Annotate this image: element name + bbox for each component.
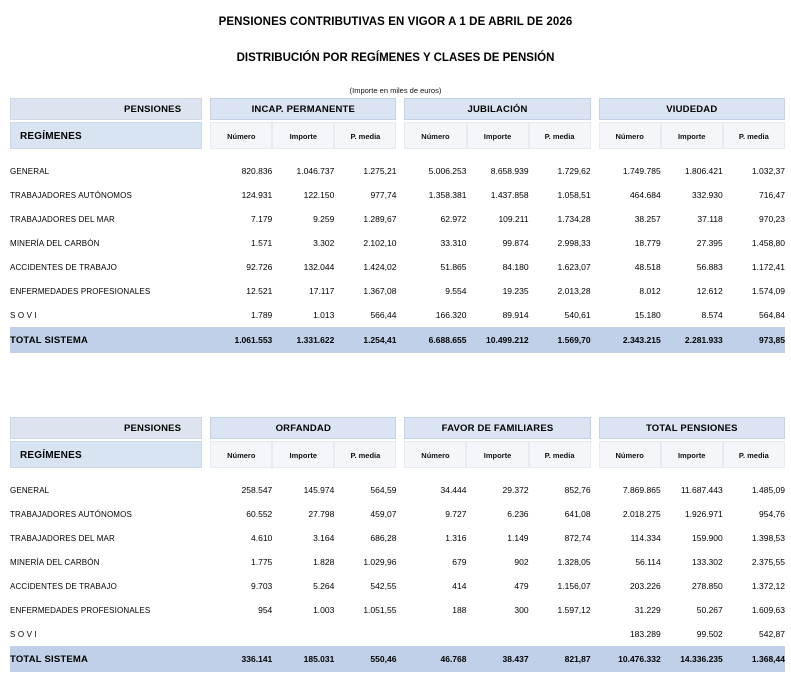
col-header-p-media: P. media [334,122,396,149]
spacer-row [10,150,785,159]
table-row [10,159,785,183]
table-cell: 820.836 [241,166,273,176]
table-row [10,231,785,255]
table-cell: 12.521 [246,286,273,296]
row-label: ACCIDENTES DE TRABAJO [10,581,118,591]
spacer [591,574,599,598]
table-cell: 166.320 [435,310,467,320]
spacer [202,502,210,526]
table-cell: 18.779 [634,238,661,248]
table-cell: 1.926.971 [684,509,723,519]
table-cell: 459,07 [370,509,397,519]
spacer [202,279,210,303]
row-label: GENERAL [10,485,50,495]
table-cell: 92.726 [246,262,273,272]
row-label: TRABAJADORES DEL MAR [10,214,115,224]
table-cell: 183.289 [629,629,661,639]
total-cell: 185.031 [272,646,334,672]
total-cell: 973,85 [723,327,785,353]
spacer [396,598,404,622]
spacer [202,622,210,646]
table-cell: 258.547 [241,485,273,495]
total-cell: 14.336.235 [661,646,723,672]
table-cell: 109.211 [498,214,529,224]
table-cell: 977,74 [370,190,397,200]
col-header-numero: Número [599,122,661,149]
spacer [202,183,210,207]
total-cell: 1.061.553 [210,327,272,353]
table-cell: 686,28 [370,533,397,543]
table-cell [466,622,528,646]
table-cell: 1.058,51 [557,190,591,200]
pensions-table-2 [10,415,785,672]
spacer [202,327,210,353]
table-cell: 114.334 [630,533,661,543]
row-label: GENERAL [10,166,50,176]
spacer [591,526,599,550]
col-header-importe: Importe [272,122,334,149]
total-label: TOTAL SISTEMA [10,646,202,672]
table-cell [272,622,334,646]
table-cell: 1.046.737 [296,166,335,176]
table-cell: 12.612 [696,286,723,296]
col-header-importe: Importe [661,441,723,468]
spacer [202,526,210,550]
table-cell: 1.367,08 [363,286,397,296]
table-cell: 34.444 [440,485,467,495]
table-cell: 1.775 [251,557,273,567]
row-label: ENFERMEDADES PROFESIONALES [10,286,151,296]
table-cell: 6.236 [507,509,529,519]
total-cell: 6.688.655 [404,327,466,353]
col-header-importe: Importe [466,441,528,468]
spacer [202,478,210,502]
table-cell: 5.264 [313,581,335,591]
report-titles [0,0,791,96]
spacer [396,183,404,207]
spacer [396,502,404,526]
page-title: PENSIONES CONTRIBUTIVAS EN VIGOR A 1 DE ABRIL DE 2026 [218,16,573,28]
row-label: TRABAJADORES DEL MAR [10,533,115,543]
table-cell: 9.259 [313,214,335,224]
row-label: S O V I [10,629,37,639]
spacer [396,303,404,327]
table-cell: 9.554 [445,286,467,296]
total-cell: 1.368,44 [723,646,785,672]
table-2-group-header-row [10,415,785,440]
table-cell: 1.029,96 [363,557,397,567]
table-cell: 564,84 [759,310,785,320]
table-cell: 99.874 [502,238,529,248]
spacer [591,96,599,121]
table-1-body [10,96,785,353]
table-cell: 1.597,12 [557,605,591,615]
table-cell: 1.734,28 [557,214,591,224]
table-cell: 99.502 [696,629,723,639]
table-cell: 8.012 [639,286,661,296]
table-cell: 1.609,63 [751,605,785,615]
table-cell: 8.574 [701,310,723,320]
spacer [396,550,404,574]
table-cell: 1.398,53 [751,533,785,543]
amount-unit-note: (Importe en miles de euros) [349,86,442,95]
spacer [202,303,210,327]
table-cell: 1.749.785 [622,166,661,176]
table-cell: 902 [514,557,529,567]
col-header-numero: Número [599,441,661,468]
table-cell: 1.051,55 [363,605,397,615]
table-cell: 7.869.865 [622,485,661,495]
spacer [591,207,599,231]
table-cell: 1.623,07 [557,262,591,272]
group-header-orfandad: ORFANDAD [210,417,396,439]
table-cell: 414 [452,581,467,591]
table-cell: 1.372,12 [751,581,785,591]
table-cell: 1.574,09 [751,286,785,296]
table-cell: 954 [258,605,273,615]
table-row [10,622,785,646]
table-cell: 2.375,55 [751,557,785,567]
table-cell: 27.798 [308,509,335,519]
table-cell: 1.032,37 [751,166,785,176]
spacer [202,159,210,183]
spacer [202,255,210,279]
total-row [10,327,785,353]
table-cell: 17.117 [308,286,335,296]
row-label: MINERÍA DEL CARBÓN [10,238,100,248]
table-cell: 679 [452,557,467,567]
table-cell: 159.900 [692,533,723,543]
spacer [591,598,599,622]
total-cell: 2.343.215 [599,327,661,353]
table-cell: 1.828 [313,557,335,567]
pensiones-header-2: PENSIONES [10,417,202,439]
table-cell: 852,76 [564,485,591,495]
spacer [396,478,404,502]
table-cell: 464.684 [629,190,661,200]
table-cell: 332.930 [692,190,723,200]
table-cell: 145.974 [303,485,335,495]
table-cell: 8.658.939 [490,166,529,176]
table-cell: 27.395 [696,238,723,248]
table-cell: 15.180 [634,310,661,320]
spacer [591,327,599,353]
table-cell: 56.883 [696,262,723,272]
table-row [10,574,785,598]
table-cell: 188 [452,605,467,615]
spacer [396,574,404,598]
col-header-p-media: P. media [529,122,591,149]
spacer [202,598,210,622]
table-cell: 1.172,41 [751,262,785,272]
table-cell: 1.316 [445,533,467,543]
total-cell: 10.476.332 [599,646,661,672]
table-cell [529,622,591,646]
table-cell: 1.149 [507,533,529,543]
table-cell: 31.229 [634,605,661,615]
table-cell [334,622,396,646]
table-cell: 1.571 [251,238,273,248]
table-cell: 542,55 [370,581,397,591]
spacer [396,207,404,231]
spacer [396,121,404,150]
table-cell: 1.729,62 [557,166,591,176]
table-cell: 37.118 [697,214,723,224]
spacer [591,121,599,150]
regimenes-header-1: REGÍMENES [10,122,202,149]
spacer [202,550,210,574]
spacer [591,183,599,207]
table-row [10,303,785,327]
table-cell: 2.102,10 [363,238,397,248]
col-header-importe: Importe [661,122,723,149]
spacer [591,550,599,574]
spacer [396,255,404,279]
table-cell: 542,87 [759,629,785,639]
table-cell: 278.850 [692,581,723,591]
spacer [396,415,404,440]
spacer [202,415,210,440]
spacer [591,502,599,526]
table-row [10,255,785,279]
table-cell: 872,74 [564,533,591,543]
spacer [396,440,404,469]
table-cell: 203.226 [629,581,661,591]
row-label: S O V I [10,310,37,320]
col-header-numero: Número [404,441,466,468]
table-cell: 1.458,80 [751,238,785,248]
spacer [396,327,404,353]
spacer [591,415,599,440]
spacer [591,440,599,469]
pensiones-header-1: PENSIONES [10,98,202,120]
spacer [591,303,599,327]
total-cell: 821,87 [529,646,591,672]
total-cell: 2.281.933 [661,327,723,353]
spacer [396,231,404,255]
table-2 [10,415,785,672]
col-header-importe: Importe [467,122,529,149]
table-cell: 3.164 [313,533,335,543]
table-cell: 540,61 [564,310,591,320]
pensions-table-1 [10,96,785,353]
table-1-subheader-row [10,121,785,150]
spacer [591,622,599,646]
spacer [591,159,599,183]
table-cell: 50.267 [696,605,723,615]
spacer [591,646,599,672]
table-cell: 970,23 [759,214,785,224]
group-header-favor-de-familiares: FAVOR DE FAMILIARES [404,417,590,439]
table-cell: 19.235 [502,286,529,296]
row-label: ENFERMEDADES PROFESIONALES [10,605,151,615]
table-row [10,478,785,502]
table-cell: 7.179 [251,214,273,224]
table-cell: 56.114 [635,557,661,567]
col-header-p-media: P. media [529,441,591,468]
table-row [10,183,785,207]
table-cell [404,622,466,646]
col-header-p-media: P. media [723,441,785,468]
table-cell: 3.302 [313,238,335,248]
spacer [202,207,210,231]
table-cell: 122.150 [303,190,335,200]
row-label: ACCIDENTES DE TRABAJO [10,262,118,272]
table-row [10,550,785,574]
spacer [202,121,210,150]
spacer [396,96,404,121]
table-cell: 33.310 [440,238,467,248]
table-cell: 1.806.421 [684,166,723,176]
table-cell: 38.257 [634,214,661,224]
group-header-jubilacion: JUBILACIÓN [404,98,590,120]
spacer [396,279,404,303]
group-header-viudedad: VIUDEDAD [599,98,785,120]
total-cell: 550,46 [334,646,396,672]
col-header-p-media: P. media [723,122,785,149]
table-cell: 1.437.858 [490,190,529,200]
table-row [10,279,785,303]
table-1-group-header-row [10,96,785,121]
table-row [10,598,785,622]
table-cell: 29.372 [502,485,529,495]
table-cell: 60.552 [246,509,273,519]
table-cell: 1.003 [313,605,335,615]
total-cell: 38.437 [466,646,528,672]
table-cell: 62.972 [440,214,467,224]
table-cell: 1.485,09 [751,485,785,495]
table-cell: 1.275,21 [363,166,397,176]
spacer [591,279,599,303]
spacer [202,231,210,255]
spacer [202,574,210,598]
col-header-importe: Importe [272,441,334,468]
spacer [202,440,210,469]
spacer [591,255,599,279]
table-cell: 1.328,05 [557,557,591,567]
table-cell: 1.789 [251,310,273,320]
table-cell: 5.006.253 [428,166,467,176]
table-cell: 1.289,67 [363,214,397,224]
table-cell [210,622,272,646]
table-cell: 1.424,02 [363,262,397,272]
col-header-p-media: P. media [334,441,396,468]
table-row [10,207,785,231]
table-cell: 479 [514,581,529,591]
total-cell: 1.331.622 [272,327,334,353]
spacer [202,96,210,121]
total-label: TOTAL SISTEMA [10,327,202,353]
table-cell: 954,76 [759,509,785,519]
table-1 [10,96,785,353]
table-cell: 4.610 [251,533,273,543]
spacer [591,231,599,255]
total-cell: 1.254,41 [334,327,396,353]
table-cell: 1.358.381 [428,190,467,200]
spacer [396,159,404,183]
spacer [396,526,404,550]
total-cell: 1.569,70 [529,327,591,353]
table-cell: 566,44 [370,310,397,320]
spacer-row [10,469,785,478]
table-row [10,526,785,550]
table-row [10,502,785,526]
table-cell: 2.018.275 [622,509,661,519]
table-cell: 51.865 [440,262,467,272]
table-2-body [10,415,785,672]
total-cell: 46.768 [404,646,466,672]
table-cell: 9.727 [445,509,467,519]
spacer [202,646,210,672]
table-cell: 716,47 [759,190,785,200]
table-cell: 124.931 [241,190,273,200]
page-subtitle: DISTRIBUCIÓN POR REGÍMENES Y CLASES DE PENSIÓN [236,52,555,64]
total-cell: 336.141 [210,646,272,672]
table-cell: 300 [514,605,529,615]
row-label: TRABAJADORES AUTÓNOMOS [10,190,132,200]
table-cell: 9.703 [251,581,273,591]
table-cell: 1.013 [313,310,335,320]
table-cell: 2.998,33 [557,238,591,248]
col-header-numero: Número [210,441,272,468]
table-cell: 564,59 [370,485,397,495]
table-cell: 89.914 [502,310,529,320]
table-cell: 11.687.443 [680,485,723,495]
spacer [591,478,599,502]
regimenes-header-2: REGÍMENES [10,441,202,468]
table-cell: 641,08 [564,509,591,519]
table-cell: 2.013,28 [557,286,591,296]
group-header-incap-permanente: INCAP. PERMANENTE [210,98,396,120]
group-header-total-pensiones: TOTAL PENSIONES [599,417,785,439]
spacer [396,622,404,646]
table-cell: 48.518 [634,262,661,272]
table-cell: 133.302 [692,557,723,567]
total-row [10,646,785,672]
col-header-numero: Número [210,122,272,149]
table-2-subheader-row [10,440,785,469]
table-cell: 1.156,07 [557,581,591,591]
row-label: TRABAJADORES AUTÓNOMOS [10,509,132,519]
table-cell: 84.180 [502,262,529,272]
col-header-numero: Número [404,122,466,149]
spacer [396,646,404,672]
row-label: MINERÍA DEL CARBÓN [10,557,100,567]
table-cell: 132.044 [303,262,335,272]
total-cell: 10.499.212 [467,327,529,353]
